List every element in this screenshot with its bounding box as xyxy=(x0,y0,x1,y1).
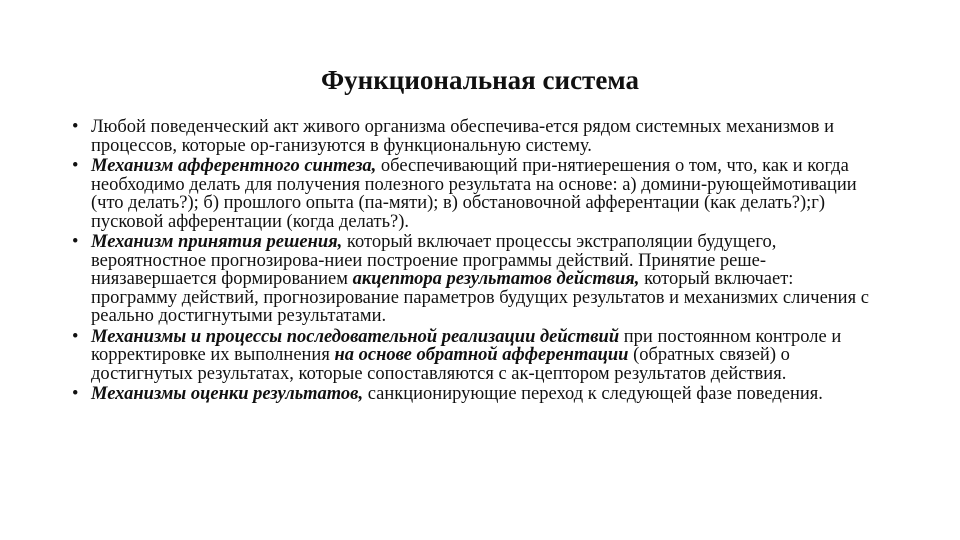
bullet-icon: • xyxy=(72,384,79,404)
bullet-icon: • xyxy=(72,232,79,252)
emphasis-term: Механизм принятия решения, xyxy=(91,232,343,252)
list-item xyxy=(72,233,884,326)
item-text: санкционирующие переход к следующей фазе поведения. xyxy=(363,384,823,404)
emphasis-term: акцептора результатов действия, xyxy=(352,269,640,289)
item-text: (обратных связей) о достигнутых результатах, которые сопоставляются с ак-цептором результатов действия. xyxy=(91,345,790,384)
list-item xyxy=(72,385,884,404)
bullet-icon: • xyxy=(72,156,79,176)
item-text: который включает процессы экстраполяции будущего, вероятностное прогнозирова-ниеи построение программы действий. Принятие реше-ниязавершается формированием xyxy=(91,232,777,289)
item-text: обеспечивающий при-нятиерешения о том, что, как и когда необходимо делать для получения полезного результата на основе: а) домини-рующеймотивации (что делать?); б) прошлого опыта (па-мяти); в) обстановочной афферентации (как делать?);г) пусковой афферентации (когда делать?). xyxy=(91,156,857,232)
slide-title: Функциональная система xyxy=(320,65,640,95)
emphasis-term: Механизмы и процессы последовательной реализации действий xyxy=(91,326,620,347)
emphasis-term: Механизмы оценки результатов, xyxy=(91,384,364,404)
item-text: Любой поведенческий акт живого организма обеспечива-ется рядом системных механизмов и процессов, которые ор-ганизуются в функциональную систему. xyxy=(91,117,834,156)
list-item xyxy=(72,328,884,384)
item-text: при постоянном контроле и корректировке их выполнения xyxy=(91,326,842,365)
bullet-icon: • xyxy=(72,117,79,137)
emphasis-term: Механизм афферентного синтеза, xyxy=(91,156,377,176)
item-text: который включает: программу действий, прогнозирование параметров будущих результатов и механизмих сличения с реально достигнутыми результатами. xyxy=(91,269,869,326)
list-item xyxy=(72,157,884,231)
bullet-list xyxy=(72,118,884,406)
emphasis-term: на основе обратной афферентации xyxy=(334,345,629,365)
bullet-icon: • xyxy=(72,326,79,347)
list-item xyxy=(72,118,884,155)
